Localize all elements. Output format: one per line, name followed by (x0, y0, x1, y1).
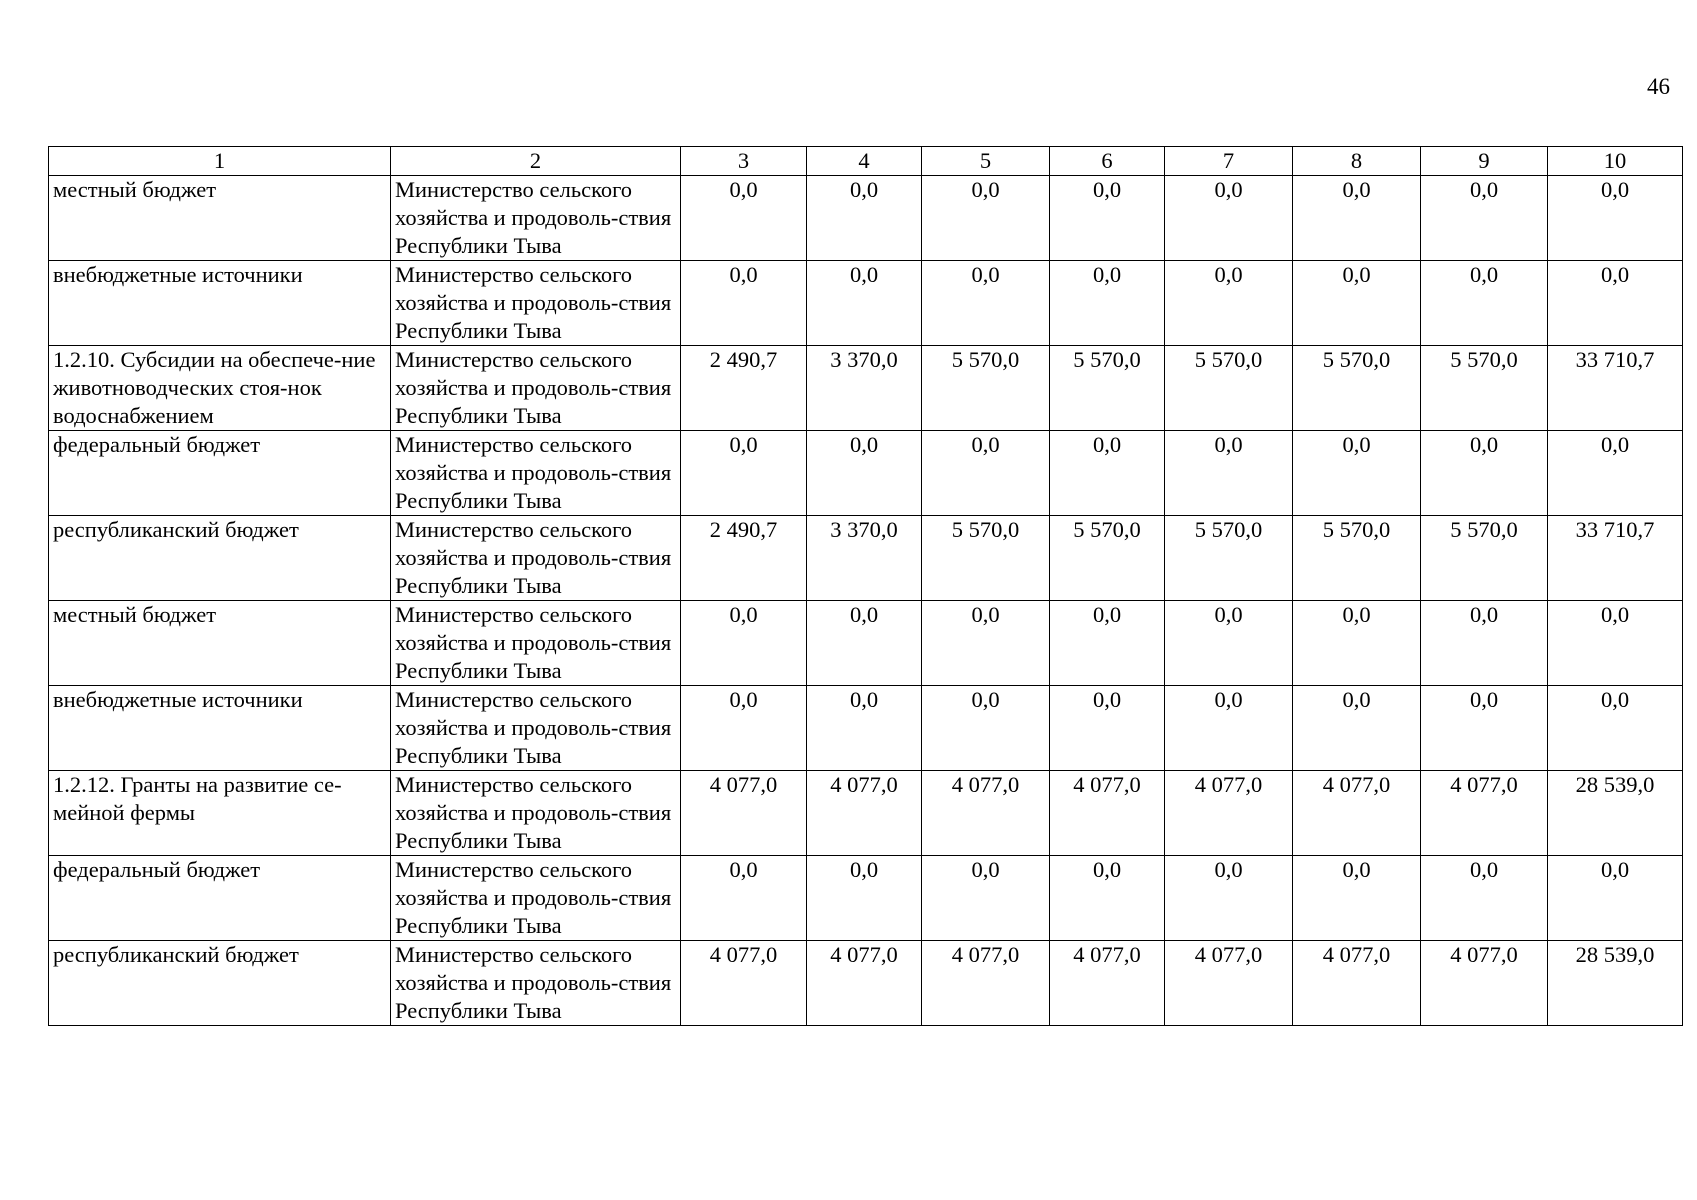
row-value: 0,0 (922, 856, 1050, 941)
column-header: 4 (807, 147, 922, 176)
row-value: 5 570,0 (1421, 346, 1548, 431)
row-value: 0,0 (1421, 686, 1548, 771)
row-value: 0,0 (807, 686, 922, 771)
row-label: внебюджетные источники (49, 261, 391, 346)
row-value: 0,0 (681, 261, 807, 346)
row-label: 1.2.10. Субсидии на обеспече-ние животноводческих стоя-нок водоснабжением (49, 346, 391, 431)
row-label: местный бюджет (49, 601, 391, 686)
row-total: 33 710,7 (1548, 516, 1683, 601)
column-header: 2 (391, 147, 681, 176)
row-value: 0,0 (922, 601, 1050, 686)
column-header: 8 (1293, 147, 1421, 176)
row-value: 0,0 (1165, 261, 1293, 346)
table-row (49, 601, 1683, 686)
table-row (49, 261, 1683, 346)
row-value: 5 570,0 (1050, 346, 1165, 431)
row-value: 4 077,0 (1050, 771, 1165, 856)
row-value: 4 077,0 (1293, 771, 1421, 856)
row-organization: Министерство сельского хозяйства и продоволь-ствия Республики Тыва (391, 346, 681, 431)
row-value: 5 570,0 (1293, 516, 1421, 601)
row-value: 0,0 (1165, 176, 1293, 261)
row-value: 0,0 (922, 176, 1050, 261)
row-label: федеральный бюджет (49, 431, 391, 516)
row-value: 0,0 (807, 601, 922, 686)
row-total: 28 539,0 (1548, 941, 1683, 1026)
row-value: 0,0 (807, 176, 922, 261)
column-header: 10 (1548, 147, 1683, 176)
table-row (49, 431, 1683, 516)
row-value: 5 570,0 (1293, 346, 1421, 431)
row-value: 0,0 (1050, 261, 1165, 346)
row-value: 0,0 (1421, 601, 1548, 686)
row-value: 4 077,0 (1421, 941, 1548, 1026)
column-header: 1 (49, 147, 391, 176)
row-value: 0,0 (681, 176, 807, 261)
row-total: 28 539,0 (1548, 771, 1683, 856)
row-value: 0,0 (807, 856, 922, 941)
row-label: 1.2.12. Гранты на развитие се-мейной фермы (49, 771, 391, 856)
table-row (49, 516, 1683, 601)
row-value: 0,0 (1165, 431, 1293, 516)
row-value: 5 570,0 (1050, 516, 1165, 601)
row-label: республиканский бюджет (49, 941, 391, 1026)
row-value: 0,0 (1050, 856, 1165, 941)
row-value: 3 370,0 (807, 516, 922, 601)
row-value: 0,0 (807, 431, 922, 516)
row-total: 0,0 (1548, 431, 1683, 516)
row-value: 0,0 (922, 686, 1050, 771)
row-total: 0,0 (1548, 601, 1683, 686)
row-label: федеральный бюджет (49, 856, 391, 941)
row-value: 0,0 (1165, 856, 1293, 941)
row-value: 2 490,7 (681, 346, 807, 431)
row-value: 0,0 (1165, 601, 1293, 686)
row-value: 5 570,0 (1165, 346, 1293, 431)
row-value: 0,0 (681, 856, 807, 941)
row-organization: Министерство сельского хозяйства и продоволь-ствия Республики Тыва (391, 261, 681, 346)
row-value: 0,0 (807, 261, 922, 346)
row-value: 0,0 (1421, 176, 1548, 261)
row-value: 0,0 (1293, 261, 1421, 346)
budget-table (48, 146, 1683, 1026)
row-value: 5 570,0 (922, 346, 1050, 431)
row-total: 0,0 (1548, 686, 1683, 771)
row-value: 0,0 (681, 601, 807, 686)
row-value: 0,0 (1421, 856, 1548, 941)
row-label: внебюджетные источники (49, 686, 391, 771)
row-value: 0,0 (1293, 601, 1421, 686)
column-header: 5 (922, 147, 1050, 176)
table-row (49, 686, 1683, 771)
column-header: 3 (681, 147, 807, 176)
row-value: 2 490,7 (681, 516, 807, 601)
row-total: 0,0 (1548, 176, 1683, 261)
row-total: 0,0 (1548, 261, 1683, 346)
row-value: 0,0 (1421, 261, 1548, 346)
row-label: местный бюджет (49, 176, 391, 261)
row-value: 0,0 (1293, 431, 1421, 516)
row-value: 0,0 (922, 431, 1050, 516)
row-label: республиканский бюджет (49, 516, 391, 601)
table-row (49, 941, 1683, 1026)
table-row (49, 856, 1683, 941)
row-value: 0,0 (1293, 856, 1421, 941)
page-number: 46 (1647, 74, 1670, 99)
row-value: 0,0 (1050, 686, 1165, 771)
row-value: 5 570,0 (922, 516, 1050, 601)
column-header: 7 (1165, 147, 1293, 176)
row-value: 0,0 (1165, 686, 1293, 771)
row-total: 33 710,7 (1548, 346, 1683, 431)
table-header-row (49, 147, 1683, 176)
row-value: 4 077,0 (1050, 941, 1165, 1026)
row-organization: Министерство сельского хозяйства и продоволь-ствия Республики Тыва (391, 601, 681, 686)
row-value: 0,0 (1050, 601, 1165, 686)
row-value: 0,0 (1421, 431, 1548, 516)
row-organization: Министерство сельского хозяйства и продоволь-ствия Республики Тыва (391, 516, 681, 601)
row-organization: Министерство сельского хозяйства и продоволь-ствия Республики Тыва (391, 431, 681, 516)
row-organization: Министерство сельского хозяйства и продоволь-ствия Республики Тыва (391, 771, 681, 856)
row-organization: Министерство сельского хозяйства и продоволь-ствия Республики Тыва (391, 941, 681, 1026)
row-organization: Министерство сельского хозяйства и продоволь-ствия Республики Тыва (391, 686, 681, 771)
table-row (49, 176, 1683, 261)
row-value: 0,0 (681, 431, 807, 516)
row-value: 0,0 (1050, 431, 1165, 516)
row-organization: Министерство сельского хозяйства и продоволь-ствия Республики Тыва (391, 176, 681, 261)
row-value: 4 077,0 (1293, 941, 1421, 1026)
table-row (49, 346, 1683, 431)
row-value: 4 077,0 (1165, 771, 1293, 856)
row-value: 4 077,0 (807, 941, 922, 1026)
row-value: 4 077,0 (807, 771, 922, 856)
row-total: 0,0 (1548, 856, 1683, 941)
row-value: 0,0 (1293, 176, 1421, 261)
row-value: 0,0 (922, 261, 1050, 346)
row-value: 4 077,0 (1421, 771, 1548, 856)
column-header: 6 (1050, 147, 1165, 176)
row-organization: Министерство сельского хозяйства и продоволь-ствия Республики Тыва (391, 856, 681, 941)
column-header: 9 (1421, 147, 1548, 176)
row-value: 4 077,0 (922, 941, 1050, 1026)
row-value: 4 077,0 (922, 771, 1050, 856)
row-value: 0,0 (1293, 686, 1421, 771)
row-value: 0,0 (1050, 176, 1165, 261)
row-value: 3 370,0 (807, 346, 922, 431)
row-value: 4 077,0 (681, 771, 807, 856)
table-row (49, 771, 1683, 856)
row-value: 4 077,0 (1165, 941, 1293, 1026)
row-value: 4 077,0 (681, 941, 807, 1026)
row-value: 5 570,0 (1421, 516, 1548, 601)
row-value: 0,0 (681, 686, 807, 771)
row-value: 5 570,0 (1165, 516, 1293, 601)
